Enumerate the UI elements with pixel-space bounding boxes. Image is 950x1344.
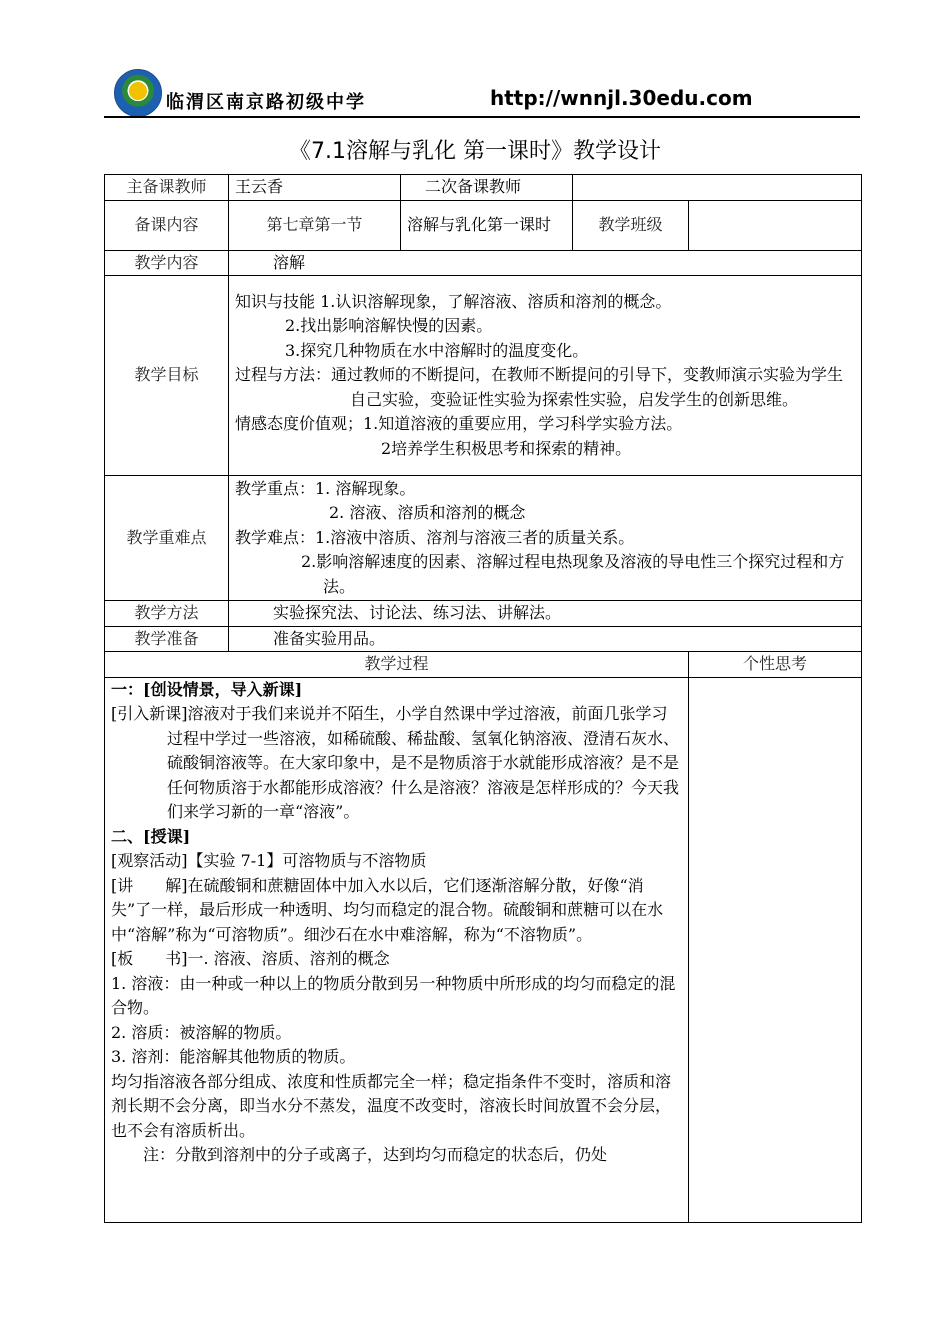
lesson-value: 溶解与乳化第一课时: [401, 200, 573, 250]
content-label: 备课内容: [105, 200, 229, 250]
objectives-content: [229, 276, 862, 476]
key-point-line: 2.影响溶解速度的因素、溶解过程电热现象及溶液的导电性三个探究过程和方法。: [301, 552, 845, 596]
key-point-line: 教学重点：1. 溶解现象。: [235, 478, 416, 498]
objective-line: 情感态度价值观；1.知道溶液的重要应用，学习科学实验方法。: [235, 414, 683, 434]
objective-line: 2.找出影响溶解快慢的因素。: [285, 316, 493, 336]
lesson-plan-table: [104, 174, 862, 1223]
process-line: [讲 解]在硫酸铜和蔗糖固体中加入水以后，它们逐渐溶解分散，好像“消失”了一样，最后形成一种透明、均匀而稳定的混合物。硫酸铜和蔗糖可以在水中“溶解”称为“可溶物质”。细沙石在水中难溶解，称为“不溶物质”。: [111, 875, 664, 944]
school-url[interactable]: http://wnnjl.30edu.com: [490, 86, 753, 110]
header-divider: [104, 116, 860, 118]
process-content: [105, 677, 689, 1222]
main-teacher-value: 王云香: [229, 175, 401, 201]
school-logo: [114, 69, 162, 117]
process-line: [板 书]一. 溶液、溶质、溶剂的概念: [111, 949, 390, 968]
process-line: 2. 溶质：被溶解的物质。: [111, 1022, 292, 1042]
key-points-label: 教学重难点: [105, 476, 229, 601]
school-name: 临渭区南京路初级中学: [166, 92, 366, 113]
prep-value: 准备实验用品。: [229, 626, 862, 652]
objective-line: 3.探究几种物质在水中溶解时的温度变化。: [285, 340, 589, 360]
process-line: 1. 溶液：由一种或一种以上的物质分散到另一种物质中所形成的均匀而稳定的混合物。: [111, 973, 676, 1017]
class-label: 教学班级: [573, 200, 689, 250]
method-value: 实验探究法、讨论法、练习法、讲解法。: [229, 601, 862, 627]
second-teacher-label: 二次备课教师: [401, 175, 573, 201]
objective-line: 过程与方法：通过教师的不断提问，在教师不断提问的引导下，变教师演示实验为学生自己实验，变验证性实验为探索性实验，启发学生的创新思维。: [235, 365, 844, 409]
objective-line: 2培养学生积极思考和探索的精神。: [381, 438, 632, 458]
teaching-content-value: 溶解: [229, 250, 862, 276]
objective-line: 知识与技能 1.认识溶解现象，了解溶液、溶质和溶剂的概念。: [235, 291, 672, 311]
key-point-line: 教学难点：1.溶液中溶质、溶剂与溶液三者的质量关系。: [235, 527, 635, 547]
reflection-header: 个性思考: [689, 652, 862, 678]
class-value: [689, 200, 862, 250]
process-header: 教学过程: [105, 652, 689, 678]
process-line: [引入新课]溶液对于我们来说并不陌生，小学自然课中学过溶液，前面几张学习过程中学过一些溶液，如稀硫酸、稀盐酸、氢氧化钠溶液、澄清石灰水、硫酸铜溶液等。在大家印象中，是不是物质溶于水就能形成溶液？是不是任何物质溶于水都能形成溶液？什么是溶液？溶液是怎样形成的？今天我们来学习新的一章“溶液”。: [111, 704, 680, 821]
chapter-value: 第七章第一节: [229, 200, 401, 250]
method-label: 教学方法: [105, 601, 229, 627]
key-point-line: 2. 溶液、溶质和溶剂的概念: [329, 503, 526, 523]
main-teacher-label: 主备课教师: [105, 175, 229, 201]
process-line: 一：[创设情景，导入新课]: [111, 679, 303, 699]
objectives-label: 教学目标: [105, 276, 229, 476]
process-line: 注：分散到溶剂中的分子或离子，达到均匀而稳定的状态后，仍处: [143, 1145, 608, 1164]
page-header: [104, 66, 860, 118]
reflection-content: [689, 677, 862, 1222]
process-line: [观察活动]【实验 7-1】可溶物质与不溶物质: [111, 851, 427, 870]
key-points-content: [229, 476, 862, 601]
document-title: 《7.1溶解与乳化 第一课时》教学设计: [289, 139, 661, 164]
process-line: 3. 溶剂：能溶解其他物质的物质。: [111, 1047, 356, 1066]
prep-label: 教学准备: [105, 626, 229, 652]
process-line: 二、[授课]: [111, 826, 191, 846]
teaching-content-label: 教学内容: [105, 250, 229, 276]
process-line: 均匀指溶液各部分组成、浓度和性质都完全一样；稳定指条件不变时，溶质和溶剂长期不会分离，即当水分不蒸发，温度不改变时，溶液长时间放置不会分层，也不会有溶质析出。: [111, 1071, 672, 1140]
second-teacher-value: [573, 175, 862, 201]
